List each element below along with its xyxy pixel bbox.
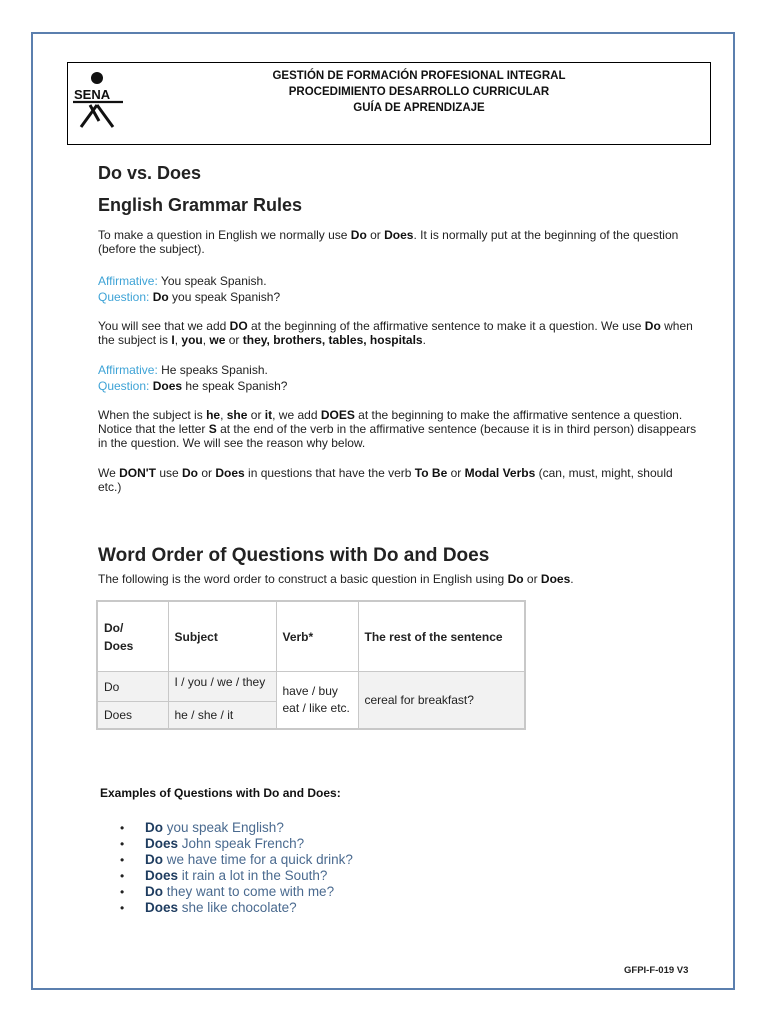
column-header: Subject [168,601,276,672]
column-header: The rest of the sentence [358,601,525,672]
section-word-order [98,545,698,586]
table-cell: Does [97,702,168,730]
table-cell: have / buy eat / like etc. [276,672,358,730]
paragraph-four: We DON'T use Do or Does in questions that have the verb To Be or Modal Verbs (can, must, might, should etc.) [98,466,673,494]
page-title: Do vs. Does [98,163,202,183]
document-page [31,32,735,990]
form-code: GFPI-F-019 V3 [624,965,689,976]
question-line: Question: Does he speak Spanish? [98,379,288,393]
table-cell: he / she / it [168,702,276,730]
sena-logo [71,69,129,129]
section-intro: The following is the word order to construct a basic question in English using Do or Does. [98,572,574,586]
header-line-1: GESTIÓN DE FORMACIÓN PROFESIONAL INTEGRAL [272,70,566,82]
word-order-table [96,600,526,730]
list-item: • Do we have time for a quick drink? [145,852,353,868]
list-item: • Does John speak French? [145,836,353,852]
example-two [98,362,287,394]
header-line-3: GUÍA DE APRENDIZAJE [353,102,485,114]
document-header [67,62,711,145]
table-cell: cereal for breakfast? [358,672,525,730]
list-item: • Does she like chocolate? [145,900,353,916]
paragraph-three: When the subject is he, she or it, we add DOES at the beginning to make the affirmative sentence a question. Notice that the letter S at the end of the verb in the affirmative sentence (because it is in third person) disappears in the question. We will see the reason why below. [98,408,697,450]
examples-heading: Examples of Questions with Do and Does: [100,786,341,800]
table-header-row [97,601,525,672]
list-item: • Do they want to come with me? [145,884,353,900]
affirmative-line: Affirmative: You speak Spanish. [98,274,267,288]
logo-text: SENA [74,87,111,102]
table-cell: Do [97,672,168,702]
header-line-2: PROCEDIMIENTO DESARROLLO CURRICULAR [288,86,550,98]
list-item: • Does it rain a lot in the South? [145,868,353,884]
list-item: • Do you speak English? [145,820,353,836]
header-title [128,68,710,116]
page-subtitle: English Grammar Rules [98,195,303,215]
examples-list [100,820,353,916]
example-one [98,273,280,305]
table-cell: I / you / we / they [168,672,276,702]
question-line: Question: Do you speak Spanish? [98,290,281,304]
paragraph-two: You will see that we add DO at the beginning of the affirmative sentence to make it a question. We use Do when the subject is I, you, we or they, brothers, tables, hospitals. [98,319,693,347]
affirmative-line: Affirmative: He speaks Spanish. [98,363,268,377]
column-header: Verb* [276,601,358,672]
column-header: Do/ Does [97,601,168,672]
intro-paragraph: To make a question in English we normally use Do or Does. It is normally put at the beginning of the question (before the subject). [98,228,679,256]
table-row [97,672,525,702]
section-heading: Word Order of Questions with Do and Does [98,545,490,566]
document-body [98,162,698,216]
